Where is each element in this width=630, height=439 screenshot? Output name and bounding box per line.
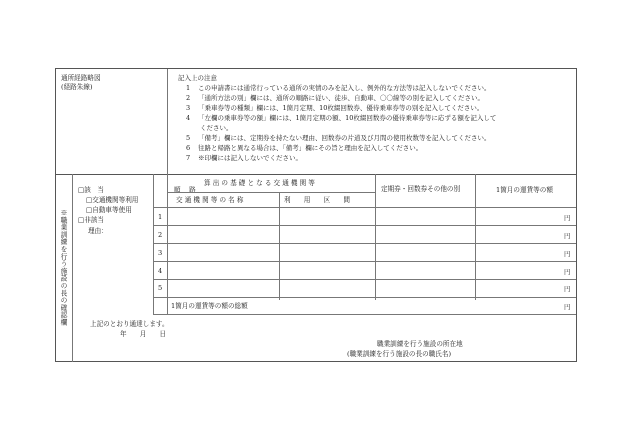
row-number: 2	[158, 231, 163, 239]
instruction-no: 2	[186, 94, 191, 102]
section-header: 利 用 区 間	[284, 196, 350, 204]
instruction-no: 6	[186, 144, 191, 152]
order-column-divider	[167, 174, 168, 314]
facility-location-label: 職業訓練を行う施設の所在地	[377, 340, 463, 348]
row-number: 1	[158, 213, 163, 221]
instruction-text: 「左欄の乗車券等の額」欄には、1箇月定期の額、10枚綴回数券の優待乗車券等に応ずる額を記入して	[198, 114, 497, 122]
yen-unit: 円	[564, 250, 571, 258]
section-column-divider	[375, 174, 376, 300]
yen-unit: 円	[564, 303, 571, 311]
route-map-title: 通所経路略図	[61, 74, 101, 82]
date-line: 年 月 日	[120, 330, 167, 338]
row-divider	[153, 314, 576, 315]
total-label: 1箇月の運賃等の額の総額	[171, 302, 248, 310]
confirmation-text: 上記のとおり通達します。	[90, 320, 169, 328]
instructions-heading: 記入上の注意	[178, 74, 217, 82]
row-divider	[153, 261, 576, 262]
pass-column-divider	[475, 174, 476, 300]
instruction-text: ※印欄には記入しないでください。	[198, 154, 302, 162]
instruction-text: ください。	[200, 124, 233, 132]
basis-header-divider	[167, 192, 375, 193]
transit-checkbox[interactable]: □交通機関等利用	[86, 196, 139, 204]
pass-type-header: 定期券・回数券その他の別	[381, 185, 461, 193]
facility-head-label: (職業訓練を行う施設の長の職氏名)	[347, 350, 452, 358]
yen-unit: 円	[564, 285, 571, 293]
not-applicable-checkbox[interactable]: □非該当	[78, 216, 105, 224]
row-divider	[153, 225, 576, 226]
facility-name-header: 交 通 機 関 等 の 名 称	[176, 196, 244, 204]
applicable-checkbox[interactable]: □該 当	[78, 186, 105, 194]
instruction-text: この申請書には通常行っている通所の実情のみを記入し、例外的な方法等は記入しないでください。	[198, 84, 491, 92]
certification-vertical-label: ※職業訓練を行う施設の長の確認欄	[59, 209, 67, 326]
row-number: 5	[158, 284, 163, 292]
car-checkbox[interactable]: □自動車等使用	[86, 206, 132, 214]
row-divider	[153, 279, 576, 280]
route-map-divider	[167, 69, 168, 174]
instruction-text: 往路と帰路と異なる場合は、「備考」欄にその旨と理由を記入してください。	[198, 144, 423, 152]
reason-label: 理由：	[88, 227, 108, 235]
row-divider	[153, 297, 576, 298]
application-form	[55, 68, 577, 362]
row-divider	[153, 207, 576, 208]
order-header: 順 路	[174, 186, 197, 194]
instruction-no: 1	[186, 84, 191, 92]
table-left-border	[153, 174, 154, 314]
instruction-no: 4	[186, 114, 191, 122]
basis-header: 算 出 の 基 礎 と な る 交 通 機 関 等	[204, 179, 315, 187]
yen-unit: 円	[564, 214, 571, 222]
monthly-fare-header: 1箇月の運賃等の額	[496, 186, 553, 194]
row-number: 4	[158, 267, 163, 275]
instruction-no: 3	[186, 104, 191, 112]
route-map-subtitle: (経路朱線)	[61, 83, 93, 91]
row-number: 3	[158, 249, 163, 257]
section-divider	[56, 174, 576, 175]
facility-column-divider	[279, 192, 280, 300]
row-divider	[153, 243, 576, 244]
instruction-text: 「通所方法の別」欄には、通所の順路に従い、徒歩、自動車、〇〇線等の別を記入してください。	[198, 94, 484, 102]
instruction-no: 5	[186, 134, 191, 142]
instruction-text: 「乗車券等の種類」欄には、1箇月定期、10枚綴回数券、優待乗車券等の別を記入してください。	[198, 104, 484, 112]
yen-unit: 円	[564, 268, 571, 276]
yen-unit: 円	[564, 232, 571, 240]
instruction-no: 7	[186, 154, 191, 162]
cert-label-divider	[72, 174, 73, 362]
instruction-text: 「備考」欄には、定期券を持たない理由、回数券の片道及び月間の使用枚数等を記入してください。	[198, 134, 491, 142]
